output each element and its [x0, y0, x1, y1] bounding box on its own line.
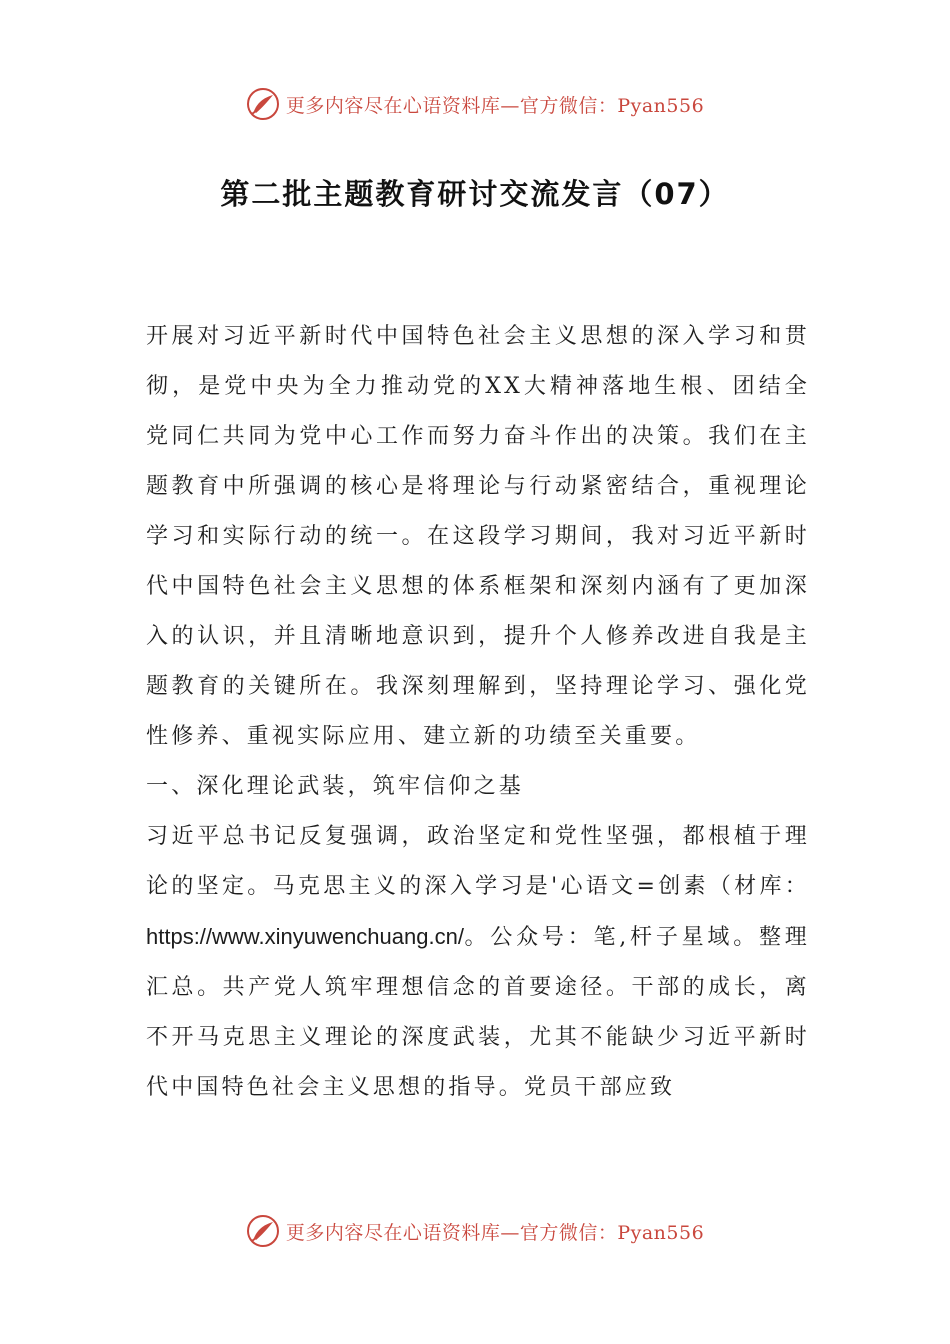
- paragraph-intro: 开展对习近平新时代中国特色社会主义思想的深入学习和贯彻，是党中央为全力推动党的XX大精神落地生根、团结全党同仁共同为党中心工作而努力奋斗作出的决策。我们在主题教育中所强调的核心是将理论与行动紧密结合，重视理论学习和实际行动的统一。在这段学习期间，我对习近平新时代中国特色社会主义思想的体系框架和深刻内涵有了更加深入的认识，并且清晰地意识到，提升个人修养改进自我是主题教育的关键所在。我深刻理解到，坚持理论学习、强化党性修养、重视实际应用、建立新的功绩至关重要。: [146, 324, 810, 749]
- source-url-link[interactable]: https://www.xinyuwenchuang.cn/: [146, 924, 464, 949]
- page-title: 第二批主题教育研讨交流发言（07）: [220, 177, 730, 211]
- document-body: [146, 312, 810, 1113]
- header-banner: [0, 84, 950, 124]
- paragraph-text: 。公众号：笔,杆子星域。整理汇总。共产党人筑牢理想信念的首要途径。干部的成长，离不开马克思主义理论的深度武装，尤其不能缺少习近平新时代中国特色社会主义思想的指导。党员干部应致: [146, 925, 810, 1100]
- pen-logo-icon: [246, 1214, 280, 1248]
- banner-text: 更多内容尽在心语资料库—官方微信：Pyan556: [285, 1221, 705, 1244]
- section-heading: 一、深化理论武装，筑牢信仰之基: [146, 774, 525, 799]
- banner-text: 更多内容尽在心语资料库—官方微信：Pyan556: [285, 94, 705, 117]
- pen-logo-icon: [246, 87, 280, 121]
- paragraph-section-one: [146, 812, 810, 1113]
- footer-banner: [0, 1211, 950, 1251]
- paragraph-text: 习近平总书记反复强调，政治坚定和党性坚强，都根植于理论的坚定。马克思主义的深入学习是'心语文=创素（材库：: [146, 824, 810, 899]
